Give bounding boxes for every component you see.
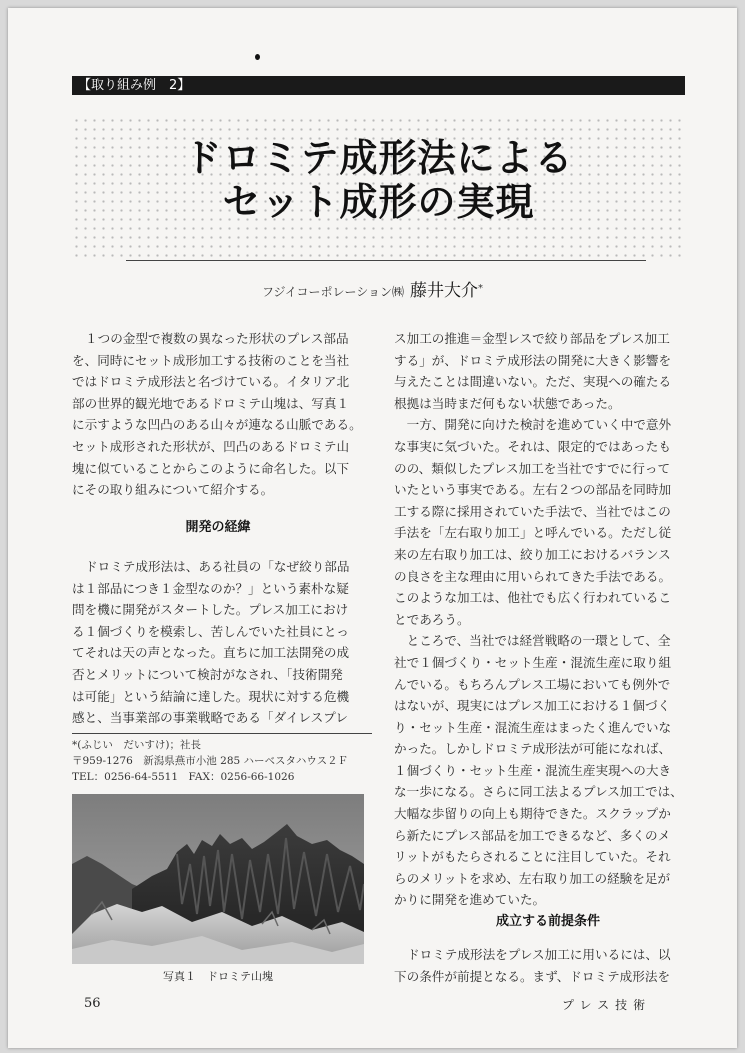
text-line: とであろう。 <box>394 611 470 627</box>
text-line: 塊に似ていることからこのように命名した。以下 <box>72 460 350 476</box>
page-number: 56 <box>84 996 101 1011</box>
text-line: は１部品につき１金型なのか？」という素朴な疑 <box>72 580 349 596</box>
title-rule <box>126 260 646 261</box>
text-line: する」が、ドロミテ成形法の開発に大きく影響を <box>394 352 672 368</box>
text-line: １個づくり・セット生産・混流生産実現への大き <box>394 762 672 778</box>
text-line: 工する際に採用されていた手法で、当社ではこの <box>394 503 671 519</box>
text-line: の良さを主な理由に用いられてきた手法である。 <box>394 568 672 584</box>
photo-caption: 写真１ ドロミテ山塊 <box>163 970 273 983</box>
text-line: ではドロミテ成形法と名づけている。イタリア北 <box>72 374 350 390</box>
text-line: ら新たにプレス部品を加工できるなど、多くのメ <box>394 827 671 843</box>
title-block <box>72 116 685 261</box>
section-heading-development: 開発の経緯 <box>148 516 288 535</box>
text-line: 根拠は当時まだ何もない状態であった。 <box>394 395 621 411</box>
byline <box>8 276 737 301</box>
company-name: フジイコーポレーション㈱ <box>262 285 404 299</box>
author-mark: * <box>477 283 483 294</box>
text-line: な一歩になる。さらに同工法よるプレス加工では、 <box>394 784 683 800</box>
ink-dot <box>255 54 260 60</box>
conditions-paragraph <box>394 944 671 987</box>
text-line: 大幅な歩留りの向上も期待できた。スクラップか <box>394 806 671 822</box>
text-line: 与えたことは間違いない。ただ、実現への確たる <box>394 374 672 390</box>
text-line: ドロミテ成形法をプレス加工に用いるには、以 <box>407 947 671 962</box>
text-line: いたという事実である。左右２つの部品を同時加 <box>394 482 672 498</box>
development-paragraph <box>72 556 349 729</box>
text-line: はないが、現実にはプレス加工における１個づく <box>394 698 671 714</box>
text-line: 下の条件が前提となる。まず、ドロミテ成形法を <box>394 968 671 984</box>
text-line: 問を機に開発がスタートした。プレス加工におけ <box>72 602 349 618</box>
section-heading-conditions: 成立する前提条件 <box>468 910 628 929</box>
right-column-text <box>394 328 683 911</box>
title-line-1: ドロミテ成形法による <box>183 136 574 180</box>
footnote-line: TEL：0256-64-5511 FAX：0256-66-1026 <box>72 771 295 783</box>
dolomite-photo <box>72 794 364 964</box>
journal-name: プレス技術 <box>562 998 652 1012</box>
text-line: １つの金型で複数の異なった形状のプレス部品 <box>85 331 349 346</box>
footnote <box>72 737 348 785</box>
text-line: な事実に気づいた。それは、限定的ではあったも <box>394 438 671 454</box>
text-line: ところで、当社では経営戦略の一環として、全 <box>394 633 671 649</box>
text-line: 否とメリットについて検討がなされ、「技術開発 <box>72 666 343 682</box>
text-line: らのメリットを求め、左右取り加工の経験を足が <box>394 870 671 886</box>
text-line: 来の左右取り加工は、絞り加工におけるバランス <box>394 546 671 562</box>
footnote-line: 〒959-1276 新潟県燕市小池 285 ハーベスタハウス２Ｆ <box>72 755 349 767</box>
text-line: は可能」という結論に達した。現状に対する危機 <box>72 688 350 704</box>
text-line: てそれは天の声となった。直ちに加工法開発の成 <box>72 645 350 661</box>
text-line: かった。しかしドロミテ成形法が可能になれば、 <box>394 741 672 757</box>
text-line: に示すような凹凸のある山々が連なる山脈である。 <box>72 417 362 433</box>
text-line: リットがもたらされることに注目していた。それ <box>394 849 671 865</box>
intro-paragraph <box>72 328 362 501</box>
text-line: 手法を「左右取り加工」と呼んでいる。ただし従 <box>394 525 672 541</box>
author-name: 藤井大介 <box>409 281 478 301</box>
text-line: んでいる。もちろんプレス工場においても例外で <box>394 676 671 692</box>
text-line: にその取り組みについて紹介する。 <box>72 482 274 498</box>
mountain-image <box>72 794 364 964</box>
text-line: ス加工の推進＝金型レスで絞り部品をプレス加工 <box>394 331 670 346</box>
text-line: を、同時にセット成形加工する技術のことを当社 <box>72 352 350 368</box>
text-line: かりに開発を進めていた。 <box>394 892 546 908</box>
text-line: のの、類似したプレス加工を当社ですでに行って <box>394 460 671 476</box>
text-line: ドロミテ成形法は、ある社員の「なぜ絞り部品 <box>85 559 350 574</box>
magazine-page <box>8 8 737 1048</box>
text-line: 社で１個づくり・セット生産・混流生産に取り組 <box>394 654 672 670</box>
title-line-2: セット成形の実現 <box>222 180 535 224</box>
footnote-rule <box>72 733 372 734</box>
text-line: 感と、当事業部の事業戦略である「ダイレスプレ <box>72 710 348 726</box>
section-tag: 【取り組み例 2】 <box>72 76 685 95</box>
text-line: 部の世界的観光地であるドロミテ山塊は、写真１ <box>72 395 350 411</box>
text-line: る１個づくりを模索し、苦しんでいた社員にとっ <box>72 623 349 639</box>
text-line: り・セット生産・混流生産はまったく進んでいな <box>394 719 672 735</box>
text-line: このような加工は、他社でも広く行われているこ <box>394 590 672 606</box>
text-line: 一方、開発に向けた検討を進めていく中で意外 <box>394 417 672 433</box>
text-line: セット成形された形状が、凹凸のあるドロミテ山 <box>72 438 350 454</box>
footnote-line: *(ふじい だいすけ)；社長 <box>72 739 201 751</box>
